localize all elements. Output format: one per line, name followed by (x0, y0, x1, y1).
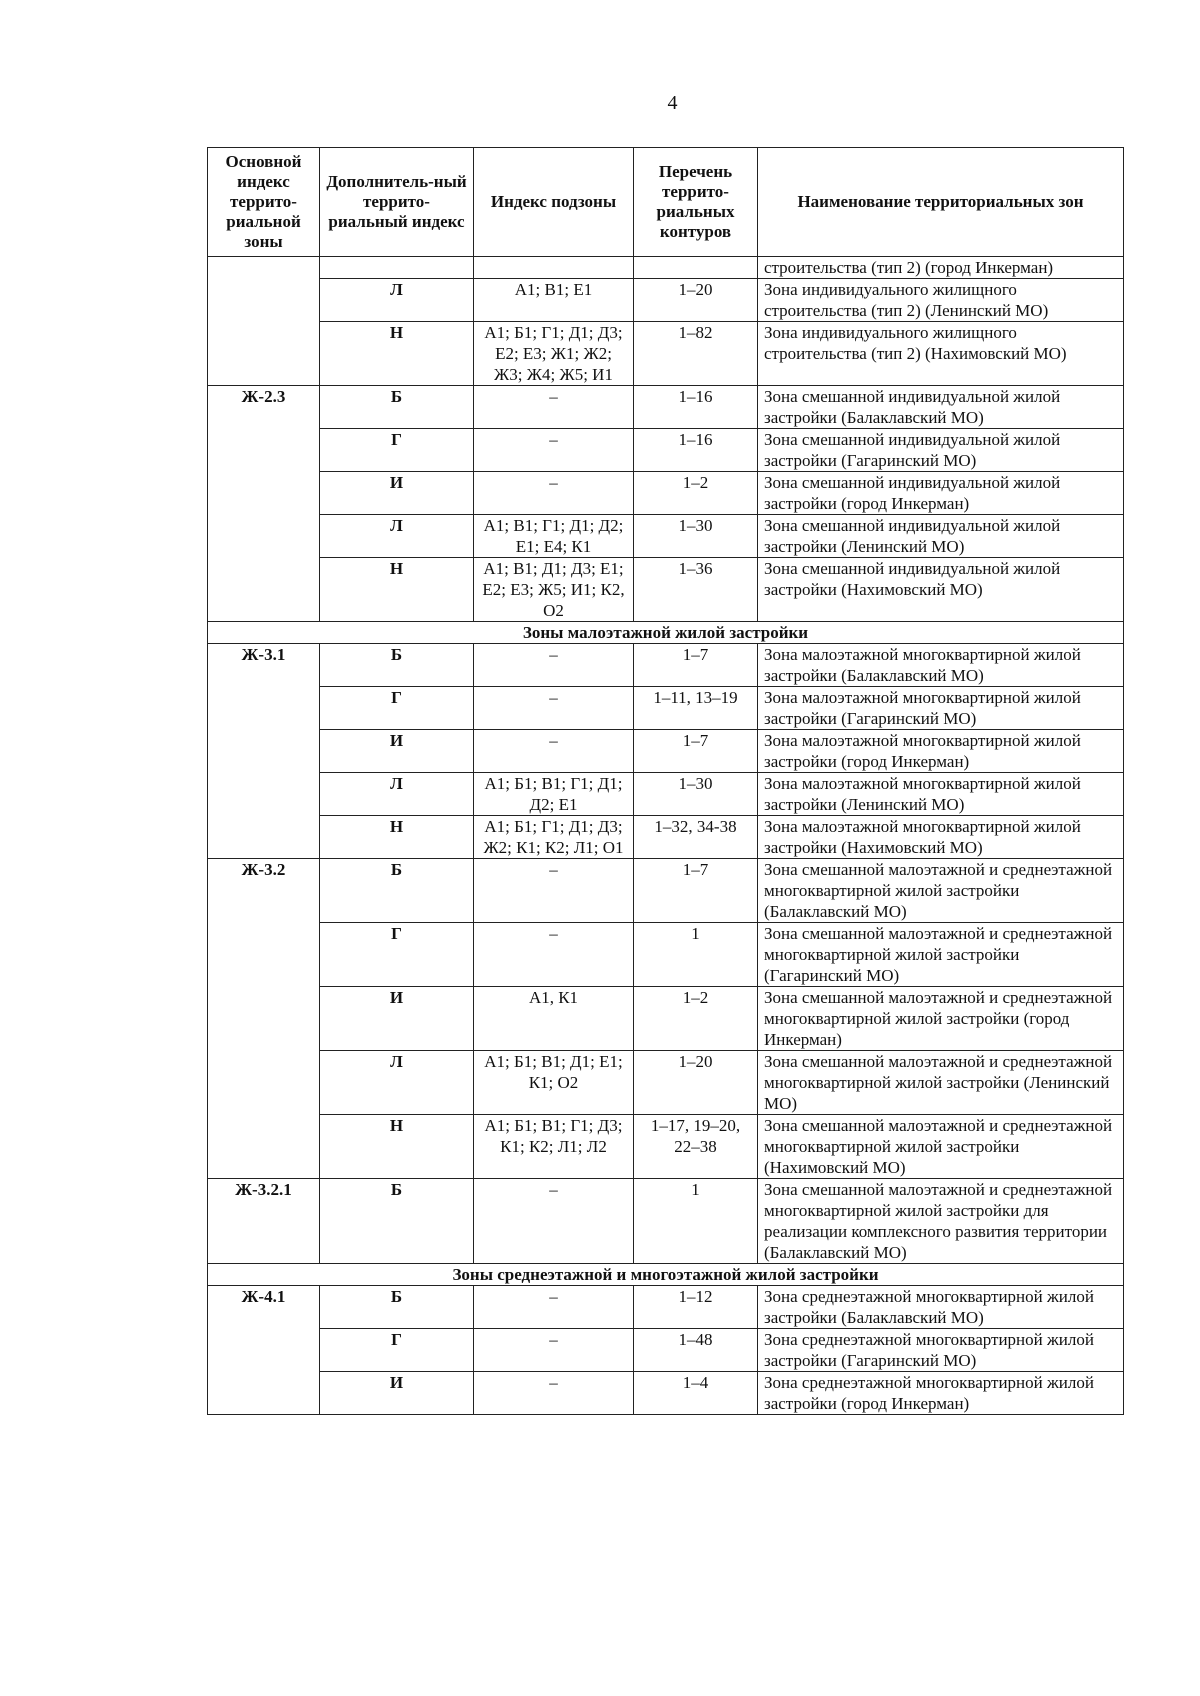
contours-cell: 1–4 (634, 1372, 758, 1415)
table-row (208, 322, 1124, 386)
table-row (208, 816, 1124, 859)
contours-cell (634, 257, 758, 279)
additional-index-cell: Г (320, 687, 474, 730)
zone-name-cell: Зона среднеэтажной многоквартирной жилой застройки (Балаклавский МО) (758, 1286, 1124, 1329)
contours-cell: 1 (634, 1179, 758, 1264)
subzone-cell: А1; Б1; В1; Г1; Д1; Д2; Е1 (474, 773, 634, 816)
subzone-cell: – (474, 1372, 634, 1415)
subzone-cell: – (474, 1179, 634, 1264)
table-row (208, 773, 1124, 816)
zone-name-cell: Зона смешанной малоэтажной и среднеэтажной многоквартирной жилой застройки (Ленинский МО) (758, 1051, 1124, 1115)
header-zone-name: Наименование территориальных зон (758, 148, 1124, 257)
table-row (208, 1179, 1124, 1264)
section-title: Зоны среднеэтажной и многоэтажной жилой застройки (208, 1264, 1124, 1286)
subzone-cell: А1; Б1; В1; Г1; Д3; К1; К2; Л1; Л2 (474, 1115, 634, 1179)
additional-index-cell: Н (320, 1115, 474, 1179)
zone-name-cell: строительства (тип 2) (город Инкерман) (758, 257, 1124, 279)
table-row (208, 558, 1124, 622)
table-row (208, 386, 1124, 429)
header-subzone-index: Индекс подзоны (474, 148, 634, 257)
header-additional-index: Дополнитель-ный террито-риальный индекс (320, 148, 474, 257)
additional-index-cell: И (320, 730, 474, 773)
additional-index-cell: Л (320, 279, 474, 322)
additional-index-cell: Н (320, 322, 474, 386)
territorial-zones-table (207, 147, 1124, 1415)
zone-name-cell: Зона смешанной индивидуальной жилой застройки (Гагаринский МО) (758, 429, 1124, 472)
main-index-cell: Ж-3.2 (208, 859, 320, 1179)
additional-index-cell: Б (320, 1286, 474, 1329)
subzone-cell: А1; В1; Е1 (474, 279, 634, 322)
contours-cell: 1 (634, 923, 758, 987)
main-index-cell: Ж-4.1 (208, 1286, 320, 1415)
contours-cell: 1–16 (634, 386, 758, 429)
additional-index-cell: Л (320, 1051, 474, 1115)
additional-index-cell: Н (320, 816, 474, 859)
subzone-cell: – (474, 472, 634, 515)
zone-name-cell: Зона смешанной малоэтажной и среднеэтажной многоквартирной жилой застройки (город Инкерман) (758, 987, 1124, 1051)
contours-cell: 1–30 (634, 773, 758, 816)
additional-index-cell (320, 257, 474, 279)
additional-index-cell: Л (320, 773, 474, 816)
table-row (208, 923, 1124, 987)
zone-name-cell: Зона смешанной малоэтажной и среднеэтажной многоквартирной жилой застройки (Балаклавский МО) (758, 859, 1124, 923)
contours-cell: 1–48 (634, 1329, 758, 1372)
additional-index-cell: Н (320, 558, 474, 622)
table-row (208, 1286, 1124, 1329)
zone-name-cell: Зона индивидуального жилищного строительства (тип 2) (Нахимовский МО) (758, 322, 1124, 386)
subzone-cell: А1; В1; Г1; Д1; Д2; Е1; Е4; К1 (474, 515, 634, 558)
subzone-cell: – (474, 429, 634, 472)
subzone-cell: А1, К1 (474, 987, 634, 1051)
table-row (208, 429, 1124, 472)
zone-name-cell: Зона среднеэтажной многоквартирной жилой застройки (город Инкерман) (758, 1372, 1124, 1415)
table-row (208, 1329, 1124, 1372)
section-row (208, 1264, 1124, 1286)
zone-name-cell: Зона малоэтажной многоквартирной жилой застройки (Балаклавский МО) (758, 644, 1124, 687)
additional-index-cell: И (320, 987, 474, 1051)
contours-cell: 1–2 (634, 472, 758, 515)
contours-cell: 1–11, 13–19 (634, 687, 758, 730)
contours-cell: 1–20 (634, 279, 758, 322)
subzone-cell: А1; Б1; В1; Д1; Е1; К1; О2 (474, 1051, 634, 1115)
contours-cell: 1–20 (634, 1051, 758, 1115)
header-contours: Перечень террито-риальных контуров (634, 148, 758, 257)
zone-name-cell: Зона малоэтажной многоквартирной жилой застройки (Нахимовский МО) (758, 816, 1124, 859)
table-body (208, 257, 1124, 1415)
subzone-cell: – (474, 1329, 634, 1372)
subzone-cell: – (474, 923, 634, 987)
section-row (208, 622, 1124, 644)
contours-cell: 1–36 (634, 558, 758, 622)
table-row (208, 687, 1124, 730)
zone-name-cell: Зона смешанной малоэтажной и среднеэтажной многоквартирной жилой застройки (Гагаринский МО) (758, 923, 1124, 987)
subzone-cell: А1; Б1; Г1; Д1; Д3; Ж2; К1; К2; Л1; О1 (474, 816, 634, 859)
contours-cell: 1–32, 34-38 (634, 816, 758, 859)
zone-name-cell: Зона смешанной малоэтажной и среднеэтажной многоквартирной жилой застройки (Нахимовский МО) (758, 1115, 1124, 1179)
continuation-row (208, 257, 1124, 279)
table-header-row (208, 148, 1124, 257)
main-index-cell: Ж-3.2.1 (208, 1179, 320, 1264)
contours-cell: 1–2 (634, 987, 758, 1051)
table-row (208, 987, 1124, 1051)
subzone-cell: – (474, 644, 634, 687)
table-row (208, 859, 1124, 923)
table-row (208, 515, 1124, 558)
main-index-cell (208, 257, 320, 386)
subzone-cell: – (474, 687, 634, 730)
additional-index-cell: Б (320, 1179, 474, 1264)
section-title: Зоны малоэтажной жилой застройки (208, 622, 1124, 644)
table-row (208, 1051, 1124, 1115)
additional-index-cell: Г (320, 923, 474, 987)
zone-name-cell: Зона малоэтажной многоквартирной жилой застройки (Ленинский МО) (758, 773, 1124, 816)
table-row (208, 644, 1124, 687)
zone-name-cell: Зона смешанной малоэтажной и среднеэтажной многоквартирной жилой застройки для реализации комплексного развития территории (Балаклавский МО) (758, 1179, 1124, 1264)
table-row (208, 1115, 1124, 1179)
subzone-cell: А1; Б1; Г1; Д1; Д3; Е2; Е3; Ж1; Ж2; Ж3; Ж4; Ж5; И1 (474, 322, 634, 386)
page-number: 4 (667, 92, 678, 114)
contours-cell: 1–12 (634, 1286, 758, 1329)
additional-index-cell: Б (320, 859, 474, 923)
subzone-cell: – (474, 859, 634, 923)
header-main-index: Основной индекс террито-риальной зоны (208, 148, 320, 257)
contours-cell: 1–82 (634, 322, 758, 386)
additional-index-cell: Б (320, 644, 474, 687)
subzone-cell: А1; В1; Д1; Д3; Е1; Е2; Е3; Ж5; И1; К2, О2 (474, 558, 634, 622)
table-row (208, 472, 1124, 515)
subzone-cell: – (474, 1286, 634, 1329)
subzone-cell (474, 257, 634, 279)
additional-index-cell: Л (320, 515, 474, 558)
additional-index-cell: Г (320, 1329, 474, 1372)
additional-index-cell: И (320, 472, 474, 515)
contours-cell: 1–16 (634, 429, 758, 472)
contours-cell: 1–7 (634, 730, 758, 773)
zone-name-cell: Зона индивидуального жилищного строительства (тип 2) (Ленинский МО) (758, 279, 1124, 322)
contours-cell: 1–7 (634, 859, 758, 923)
zone-name-cell: Зона малоэтажной многоквартирной жилой застройки (город Инкерман) (758, 730, 1124, 773)
subzone-cell: – (474, 386, 634, 429)
zone-name-cell: Зона смешанной индивидуальной жилой застройки (Балаклавский МО) (758, 386, 1124, 429)
table-row (208, 1372, 1124, 1415)
table-row (208, 279, 1124, 322)
subzone-cell: – (474, 730, 634, 773)
contours-cell: 1–17, 19–20, 22–38 (634, 1115, 758, 1179)
zone-name-cell: Зона смешанной индивидуальной жилой застройки (город Инкерман) (758, 472, 1124, 515)
contours-cell: 1–7 (634, 644, 758, 687)
zone-name-cell: Зона малоэтажной многоквартирной жилой застройки (Гагаринский МО) (758, 687, 1124, 730)
zone-name-cell: Зона смешанной индивидуальной жилой застройки (Ленинский МО) (758, 515, 1124, 558)
table-row (208, 730, 1124, 773)
additional-index-cell: Б (320, 386, 474, 429)
main-index-cell: Ж-3.1 (208, 644, 320, 859)
zone-name-cell: Зона среднеэтажной многоквартирной жилой застройки (Гагаринский МО) (758, 1329, 1124, 1372)
additional-index-cell: И (320, 1372, 474, 1415)
contours-cell: 1–30 (634, 515, 758, 558)
additional-index-cell: Г (320, 429, 474, 472)
zone-name-cell: Зона смешанной индивидуальной жилой застройки (Нахимовский МО) (758, 558, 1124, 622)
main-index-cell: Ж-2.3 (208, 386, 320, 622)
